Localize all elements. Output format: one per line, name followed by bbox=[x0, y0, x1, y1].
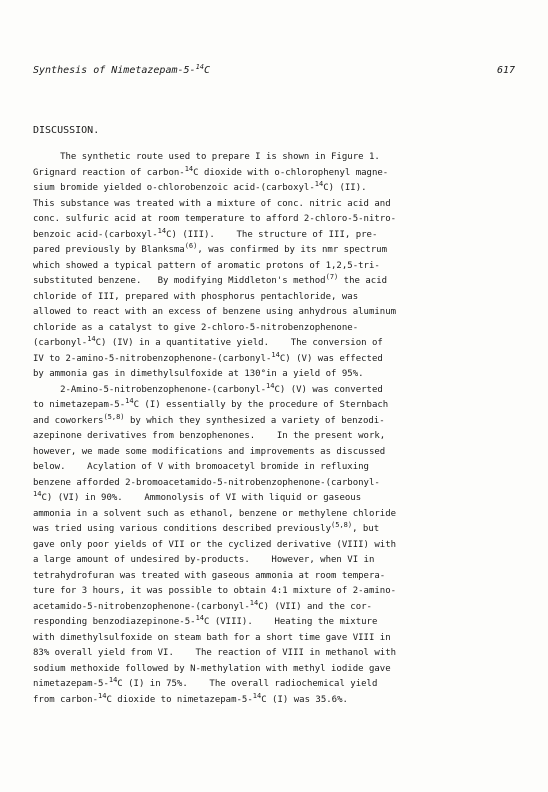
text-line bbox=[33, 166, 518, 182]
text-line bbox=[33, 460, 518, 476]
text-segment: by ammonia gas in dimethylsulfoxide at 130°in a yield of 95%. bbox=[33, 369, 364, 379]
superscript: (5,8) bbox=[331, 521, 353, 529]
text-segment: acetamido-5-nitrobenzophenone-(carbonyl- bbox=[33, 601, 250, 612]
text-segment: C) (VII) and the cor- bbox=[258, 601, 372, 612]
text-segment: 2-Amino-5-nitrobenzophenone-(carbonyl- bbox=[33, 384, 266, 395]
text-line bbox=[33, 538, 518, 554]
text-line bbox=[33, 677, 518, 693]
superscript: 14 bbox=[157, 226, 167, 235]
text-segment: chloride of III, prepared with phosphorus pentachloride, was bbox=[33, 291, 359, 302]
text-line bbox=[33, 197, 518, 213]
text-segment: , but bbox=[352, 524, 380, 534]
running-title-isotope: 14 bbox=[195, 63, 204, 71]
text-line bbox=[33, 600, 518, 616]
text-segment: benzene afforded 2-bromoacetamido-5-nitrobenzophenone-(carbonyl- bbox=[33, 477, 380, 488]
text-line bbox=[33, 398, 518, 414]
text-segment: C) (V) was converted bbox=[274, 384, 383, 395]
text-segment: tetrahydrofuran was treated with gaseous ammonia at room tempera- bbox=[33, 570, 386, 581]
text-segment: C (VIII). Heating the mixture bbox=[204, 617, 378, 627]
text-line bbox=[33, 259, 518, 275]
text-line bbox=[33, 290, 518, 306]
text-segment: below. Acylation of V with bromoacetyl bromide in refluxing bbox=[33, 462, 369, 472]
text-line bbox=[33, 476, 518, 492]
superscript: 14 bbox=[195, 614, 204, 622]
text-segment: however, we made some modifications and improvements as discussed bbox=[33, 446, 386, 457]
text-segment: C (I) was 35.6%. bbox=[261, 694, 348, 705]
text-line bbox=[33, 181, 518, 197]
text-segment: C (I) essentially by the procedure of Sternbach bbox=[133, 400, 389, 410]
text-line bbox=[33, 150, 518, 166]
text-line bbox=[33, 212, 518, 228]
text-line bbox=[33, 352, 518, 368]
running-title bbox=[33, 65, 210, 76]
text-segment: chloride as a catalyst to give 2-chloro-5-nitrobenzophenone- bbox=[33, 322, 359, 333]
text-segment: C dioxide to nimetazepam-5- bbox=[106, 694, 253, 705]
text-segment: pared previously by Blanksma bbox=[33, 245, 185, 255]
running-title-text: Synthesis of Nimetazepam-5- bbox=[33, 65, 196, 76]
text-line bbox=[33, 553, 518, 569]
text-line bbox=[33, 228, 518, 244]
text-segment: This substance was treated with a mixture of conc. nitric acid and bbox=[33, 198, 391, 209]
text-line bbox=[33, 631, 518, 647]
text-segment: azepinone derivatives from benzophenones. In the present work, bbox=[33, 431, 386, 441]
text-segment: the acid bbox=[338, 276, 388, 286]
text-segment: C) (V) was effected bbox=[279, 353, 383, 364]
superscript: (6) bbox=[184, 242, 198, 250]
text-segment: sodium methoxide followed by N-methylation with methyl iodide gave bbox=[33, 663, 391, 674]
text-line bbox=[33, 522, 518, 538]
discussion-body bbox=[33, 150, 518, 708]
text-line bbox=[33, 336, 518, 352]
text-segment: benzoic acid-(carboxyl- bbox=[33, 229, 158, 240]
text-segment: ammonia in a solvent such as ethanol, benzene or methylene chloride bbox=[33, 508, 397, 519]
text-line bbox=[33, 491, 518, 507]
text-segment: with dimethylsulfoxide on steam bath for a short time gave VIII in bbox=[33, 632, 391, 643]
running-title-element: C bbox=[204, 65, 211, 76]
text-segment: ture for 3 hours, it was possible to obtain 4:1 mixture of 2-amino- bbox=[33, 586, 397, 596]
text-segment: C) (VI) in 90%. Ammonolysis of VI with liquid or gaseous bbox=[41, 493, 362, 503]
running-header bbox=[33, 65, 515, 81]
text-segment: to nimetazepam-5- bbox=[33, 400, 126, 410]
superscript: 14 bbox=[98, 691, 107, 700]
text-segment: conc. sulfuric acid at room temperature to afford 2-chloro-5-nitro- bbox=[33, 214, 397, 224]
text-segment: which showed a typical pattern of aromatic protons of 1,2,5-tri- bbox=[33, 260, 380, 271]
superscript: 14 bbox=[271, 350, 280, 359]
text-segment: substituted benzene. By modifying Middleton's method bbox=[33, 276, 326, 286]
text-line bbox=[33, 367, 518, 383]
text-line bbox=[33, 305, 518, 321]
text-segment: C (I) in 75%. The overall radiochemical yield bbox=[117, 679, 378, 689]
superscript: 14 bbox=[87, 335, 96, 343]
text-line bbox=[33, 243, 518, 259]
superscript: 14 bbox=[33, 490, 42, 498]
text-segment: a large amount of undesired by-products. However, when VI in bbox=[33, 555, 375, 565]
superscript: 14 bbox=[252, 691, 262, 700]
text-segment: , was confirmed by its nmr spectrum bbox=[197, 245, 388, 255]
text-segment: nimetazepam-5- bbox=[33, 679, 109, 689]
text-segment: IV to 2-amino-5-nitrobenzophenone-(carbonyl- bbox=[33, 353, 272, 364]
text-segment: responding benzodiazepinone-5- bbox=[33, 617, 196, 627]
text-line bbox=[33, 414, 518, 430]
superscript: (7) bbox=[325, 273, 339, 281]
superscript: 14 bbox=[184, 164, 194, 173]
superscript: 14 bbox=[314, 180, 324, 188]
superscript: 14 bbox=[266, 381, 275, 390]
text-line bbox=[33, 321, 518, 337]
text-segment: The synthetic route used to prepare I is shown in Figure 1. bbox=[33, 152, 380, 162]
text-segment: was tried using various conditions described previously bbox=[33, 524, 332, 534]
section-heading: DISCUSSION. bbox=[33, 125, 100, 136]
text-line bbox=[33, 445, 518, 461]
text-line bbox=[33, 693, 518, 709]
text-line bbox=[33, 507, 518, 523]
text-line bbox=[33, 615, 518, 631]
text-segment: (carbonyl- bbox=[33, 338, 88, 348]
superscript: 14 bbox=[108, 676, 118, 684]
superscript: 14 bbox=[125, 397, 134, 405]
text-segment: sium bromide yielded o-chlorobenzoic acid-(carboxyl- bbox=[33, 183, 315, 193]
text-segment: and coworkers bbox=[33, 415, 104, 426]
superscript: (5,8) bbox=[103, 412, 125, 421]
text-line bbox=[33, 646, 518, 662]
text-segment: by which they synthesized a variety of benzodi- bbox=[124, 415, 385, 426]
page-number: 617 bbox=[496, 65, 515, 76]
text-line bbox=[33, 274, 518, 290]
text-segment: 83% overall yield from VI. The reaction of VIII in methanol with bbox=[33, 648, 397, 658]
text-line bbox=[33, 584, 518, 600]
text-segment: C) (II). bbox=[323, 183, 367, 193]
text-line bbox=[33, 429, 518, 445]
text-segment: gave only poor yields of VII or the cyclized derivative (VIII) with bbox=[33, 539, 397, 550]
text-segment: C dioxide with o-chlorophenyl magne- bbox=[193, 167, 389, 178]
text-segment: C) (IV) in a quantitative yield. The conversion of bbox=[95, 338, 383, 348]
text-segment: from carbon- bbox=[33, 694, 99, 705]
superscript: 14 bbox=[249, 598, 259, 607]
text-segment: C) (III). The structure of III, pre- bbox=[166, 229, 378, 240]
text-line bbox=[33, 662, 518, 678]
text-segment: Grignard reaction of carbon- bbox=[33, 167, 185, 178]
text-line bbox=[33, 569, 518, 585]
text-line bbox=[33, 383, 518, 399]
text-segment: allowed to react with an excess of benzene using anhydrous aluminum bbox=[33, 307, 397, 317]
